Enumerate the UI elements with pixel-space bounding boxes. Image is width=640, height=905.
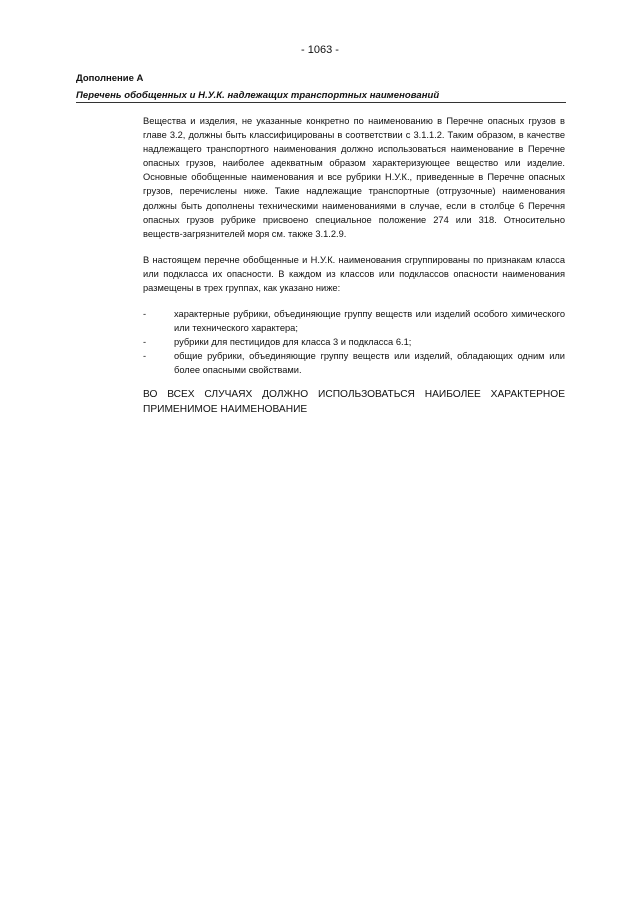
dash-bullet-icon: -: [143, 309, 147, 319]
page-number: - 1063 -: [301, 44, 339, 56]
list-item: [143, 307, 565, 335]
list-item-text: рубрики для пестицидов для класса 3 и подкласса 6.1;: [174, 337, 412, 348]
appendix-title: Дополнение A: [76, 73, 144, 84]
list-item-text: общие рубрики, объединяющие группу веществ или изделий, обладающих одним или более опасными свойствами.: [174, 351, 565, 376]
dash-bullet-icon: -: [143, 337, 147, 348]
grouping-paragraph: В настоящем перечне обобщенные и Н.У.К. наименования сгруппированы по признакам класса или подкласса их опасности. В каждом из классов или подклассов опасности наименования размещены в трех группах, как указано ниже:: [143, 255, 565, 294]
dash-bullet-icon: -: [143, 351, 147, 362]
list-item: [143, 349, 565, 377]
intro-paragraph: Вещества и изделия, не указанные конкретно по наименованию в Перечне опасных грузов в главе 3.2, должны быть классифицированы в соответствии с 3.1.1.2. Таким образом, в качестве надлежащего транспортного наименования должно использоваться наименование в Перечне опасных грузов, наиболее адекватным образом характеризующее вещество или изделие. Основные обобщенные наименования и все рубрики Н.У.К., приведенные в Перечне опасных грузов, перечислены ниже. Такие надлежащие транспортные (отгрузочные) наименования должны быть дополнены техническими наименованиями в случае, если в столбце 6 Перечня опасных грузов рубрике присвоено специальное положение 274 или 318. Относительно веществ-загрязнителей моря см. также 3.1.2.9.: [143, 116, 565, 239]
list-item: [143, 335, 565, 349]
list-item-text: характерные рубрики, объединяющие группу веществ или изделий особого химического или технического характера;: [174, 309, 565, 334]
group-list: [143, 307, 565, 377]
caps-note: ВО ВСЕХ СЛУЧАЯХ ДОЛЖНО ИСПОЛЬЗОВАТЬСЯ НАИБОЛЕЕ ХАРАКТЕРНОЕ ПРИМЕНИМОЕ НАИМЕНОВАНИЕ: [143, 389, 565, 415]
list-title: Перечень обобщенных и Н.У.К. надлежащих транспортных наименований: [76, 90, 566, 103]
